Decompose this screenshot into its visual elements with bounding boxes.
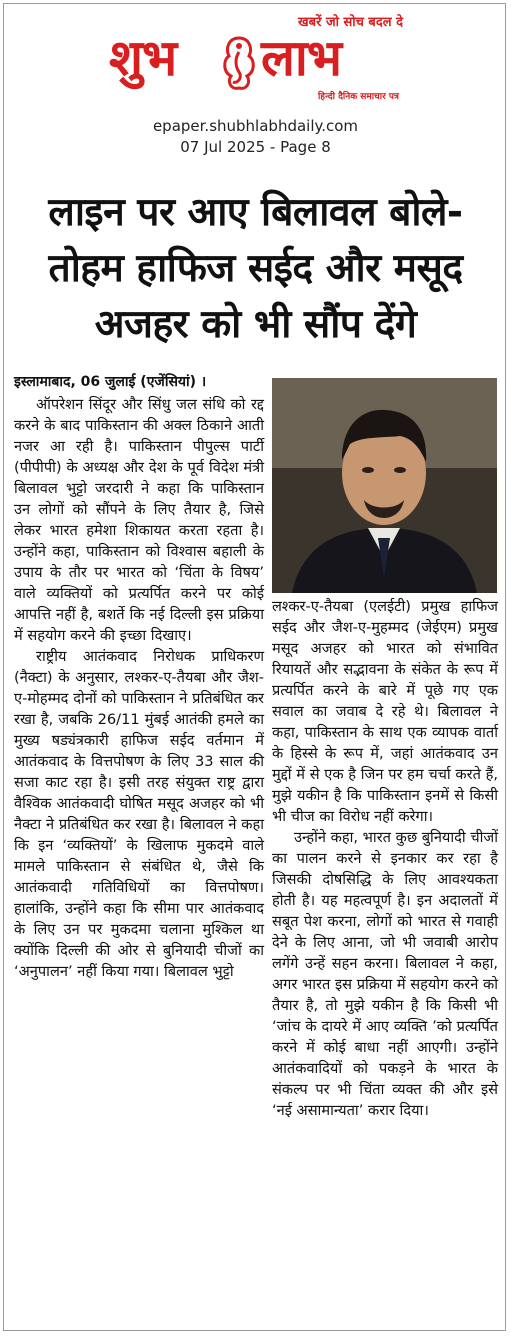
paragraph: उन्होंने कहा, भारत कुछ बुनियादी चीजों का पालन करने से इनकार कर रहा है जिसकी दोषसिद्धि के लिए आवश्यकता होती है। यह महत्वपूर्ण है। इन अदालतों में सबूत पेश करना, लोगों को भारत से गवाही देने के लिए आना, जो भी जवाबी आरोप लगेंगे उन्हें सहन करना। बिलावल ने कहा, अगर भारत इस प्रक्रिया में सहयोग करने को तैयार है, तो मुझे यकीन है कि किसी भी ‘जांच के दायरे में आए व्यक्ति ’को प्रत्यर्पित करने में कोई बाधा नहीं आएगी। उन्होंने आतंकवादियों को पकड़ने के भारत के संकल्प पर भी चिंता व्यक्त की और इसे ‘नई असामान्यता’ करार दिया। — [272, 829, 498, 1119]
headline-line: अजहर को भी सौंप देंगे — [94, 302, 417, 347]
masthead — [105, 12, 405, 110]
logo-word-left: शुभ — [109, 28, 177, 87]
article-column-right — [272, 596, 498, 1121]
ganesha-emblem-icon — [217, 32, 261, 96]
masthead-subtagline: हिन्दी दैनिक समाचार पत्र — [317, 92, 399, 102]
bilawal-portrait-photo — [272, 378, 497, 593]
article-column-left — [14, 394, 264, 982]
headline-line: लाइन पर आए बिलावल बोले- — [48, 190, 463, 235]
masthead-tagline: खबरें जो सोच बदल दे — [298, 15, 403, 30]
dateline: इस्लामाबाद, 06 जुलाई (एजेंसियां) । — [14, 374, 207, 390]
paragraph: राष्ट्रीय आतंकवाद निरोधक प्राधिकरण (नैक्टा) के अनुसार, लश्कर-ए-तैयबा और जैश-ए-मोहम्मद दोनों को पाकिस्तान ने प्रतिबंधित कर रखा है, जबकि 26/11 मुंबई आतंकी हमले का मुख्य षड्यंत्रकारी हाफिज सईद वर्तमान में आतंकवाद के वित्तपोषण के लिए 33 साल की सजा काट रहा है। इसी तरह संयुक्त राष्ट्र द्वारा वैश्विक आतंकवादी घोषित मसूद अजहर को भी नैक्टा ने प्रतिबंधित कर रखा है। बिलावल ने कहा कि इन ‘व्यक्तियों’ के खिलाफ मुकदमे वाले मामले पाकिस्तान से संबंधित थे, जैसे कि आतंकवादी गतिविधियों का वित्तपोषण। हालांकि, उन्होंने कहा कि सीमा पार आतंकवाद के लिए उन पर मुकदमा चलाना मुश्किल था क्योंकि दिल्ली की ओर से बुनियादी चीजों का ‘अनुपालन’ नहीं किया गया। बिलावल भुट्टो — [14, 648, 264, 980]
headline — [20, 185, 491, 353]
logo-word-right: लाभ — [261, 28, 341, 87]
paragraph: लश्कर-ए-तैयबा (एलईटी) प्रमुख हाफिज सईद और जैश-ए-मुहम्मद (जेईएम) प्रमुख मसूद अजहर को भारत को संभावित रियायतें और सद्भावना के संकेत के रूप में प्रत्यर्पित करने के बारे में पूछे गए एक सवाल का जवाब दे रहे थे। बिलावल ने कहा, पाकिस्तान के साथ एक व्यापक वार्ता के हिस्से के रूप में, जहां आतंकवाद उन मुद्दों में से एक है जिन पर हम चर्चा करते हैं, मुझे यकीन है कि पाकिस्तान इनमें से किसी भी चीज का विरोध नहीं करेगा। — [272, 598, 498, 825]
source-url: epaper.shubhlabhdaily.com — [152, 117, 359, 135]
headline-line: तोहम हाफिज सईद और मसूद — [48, 246, 463, 291]
paragraph: ऑपरेशन सिंदूर और सिंधु जल संधि को रद्द करने के बाद पाकिस्तान की अक्ल ठिकाने आती नजर आ रही है। पाकिस्तान पीपुल्स पार्टी (पीपीपी) के अध्यक्ष और देश के पूर्व विदेश मंत्री बिलावल भुट्टो जरदारी ने कहा कि पाकिस्तान उन लोगों को सौंपने के लिए तैयार है, जिसे लेकर भारत हमेशा शिकायत करता रहता है। उन्होंने कहा, पाकिस्तान को विश्वास बहाली के उपाय के तौर पर भारत को ‘चिंता के विषय’ वाले व्यक्तियों को प्रत्यर्पित करने पर कोई आपत्ति नहीं है, बशर्ते कि नई दिल्ली इस प्रक्रिया में सहयोग करने की इच्छा दिखाए। — [14, 396, 264, 644]
source-date-page: 07 Jul 2025 - Page 8 — [180, 138, 331, 156]
